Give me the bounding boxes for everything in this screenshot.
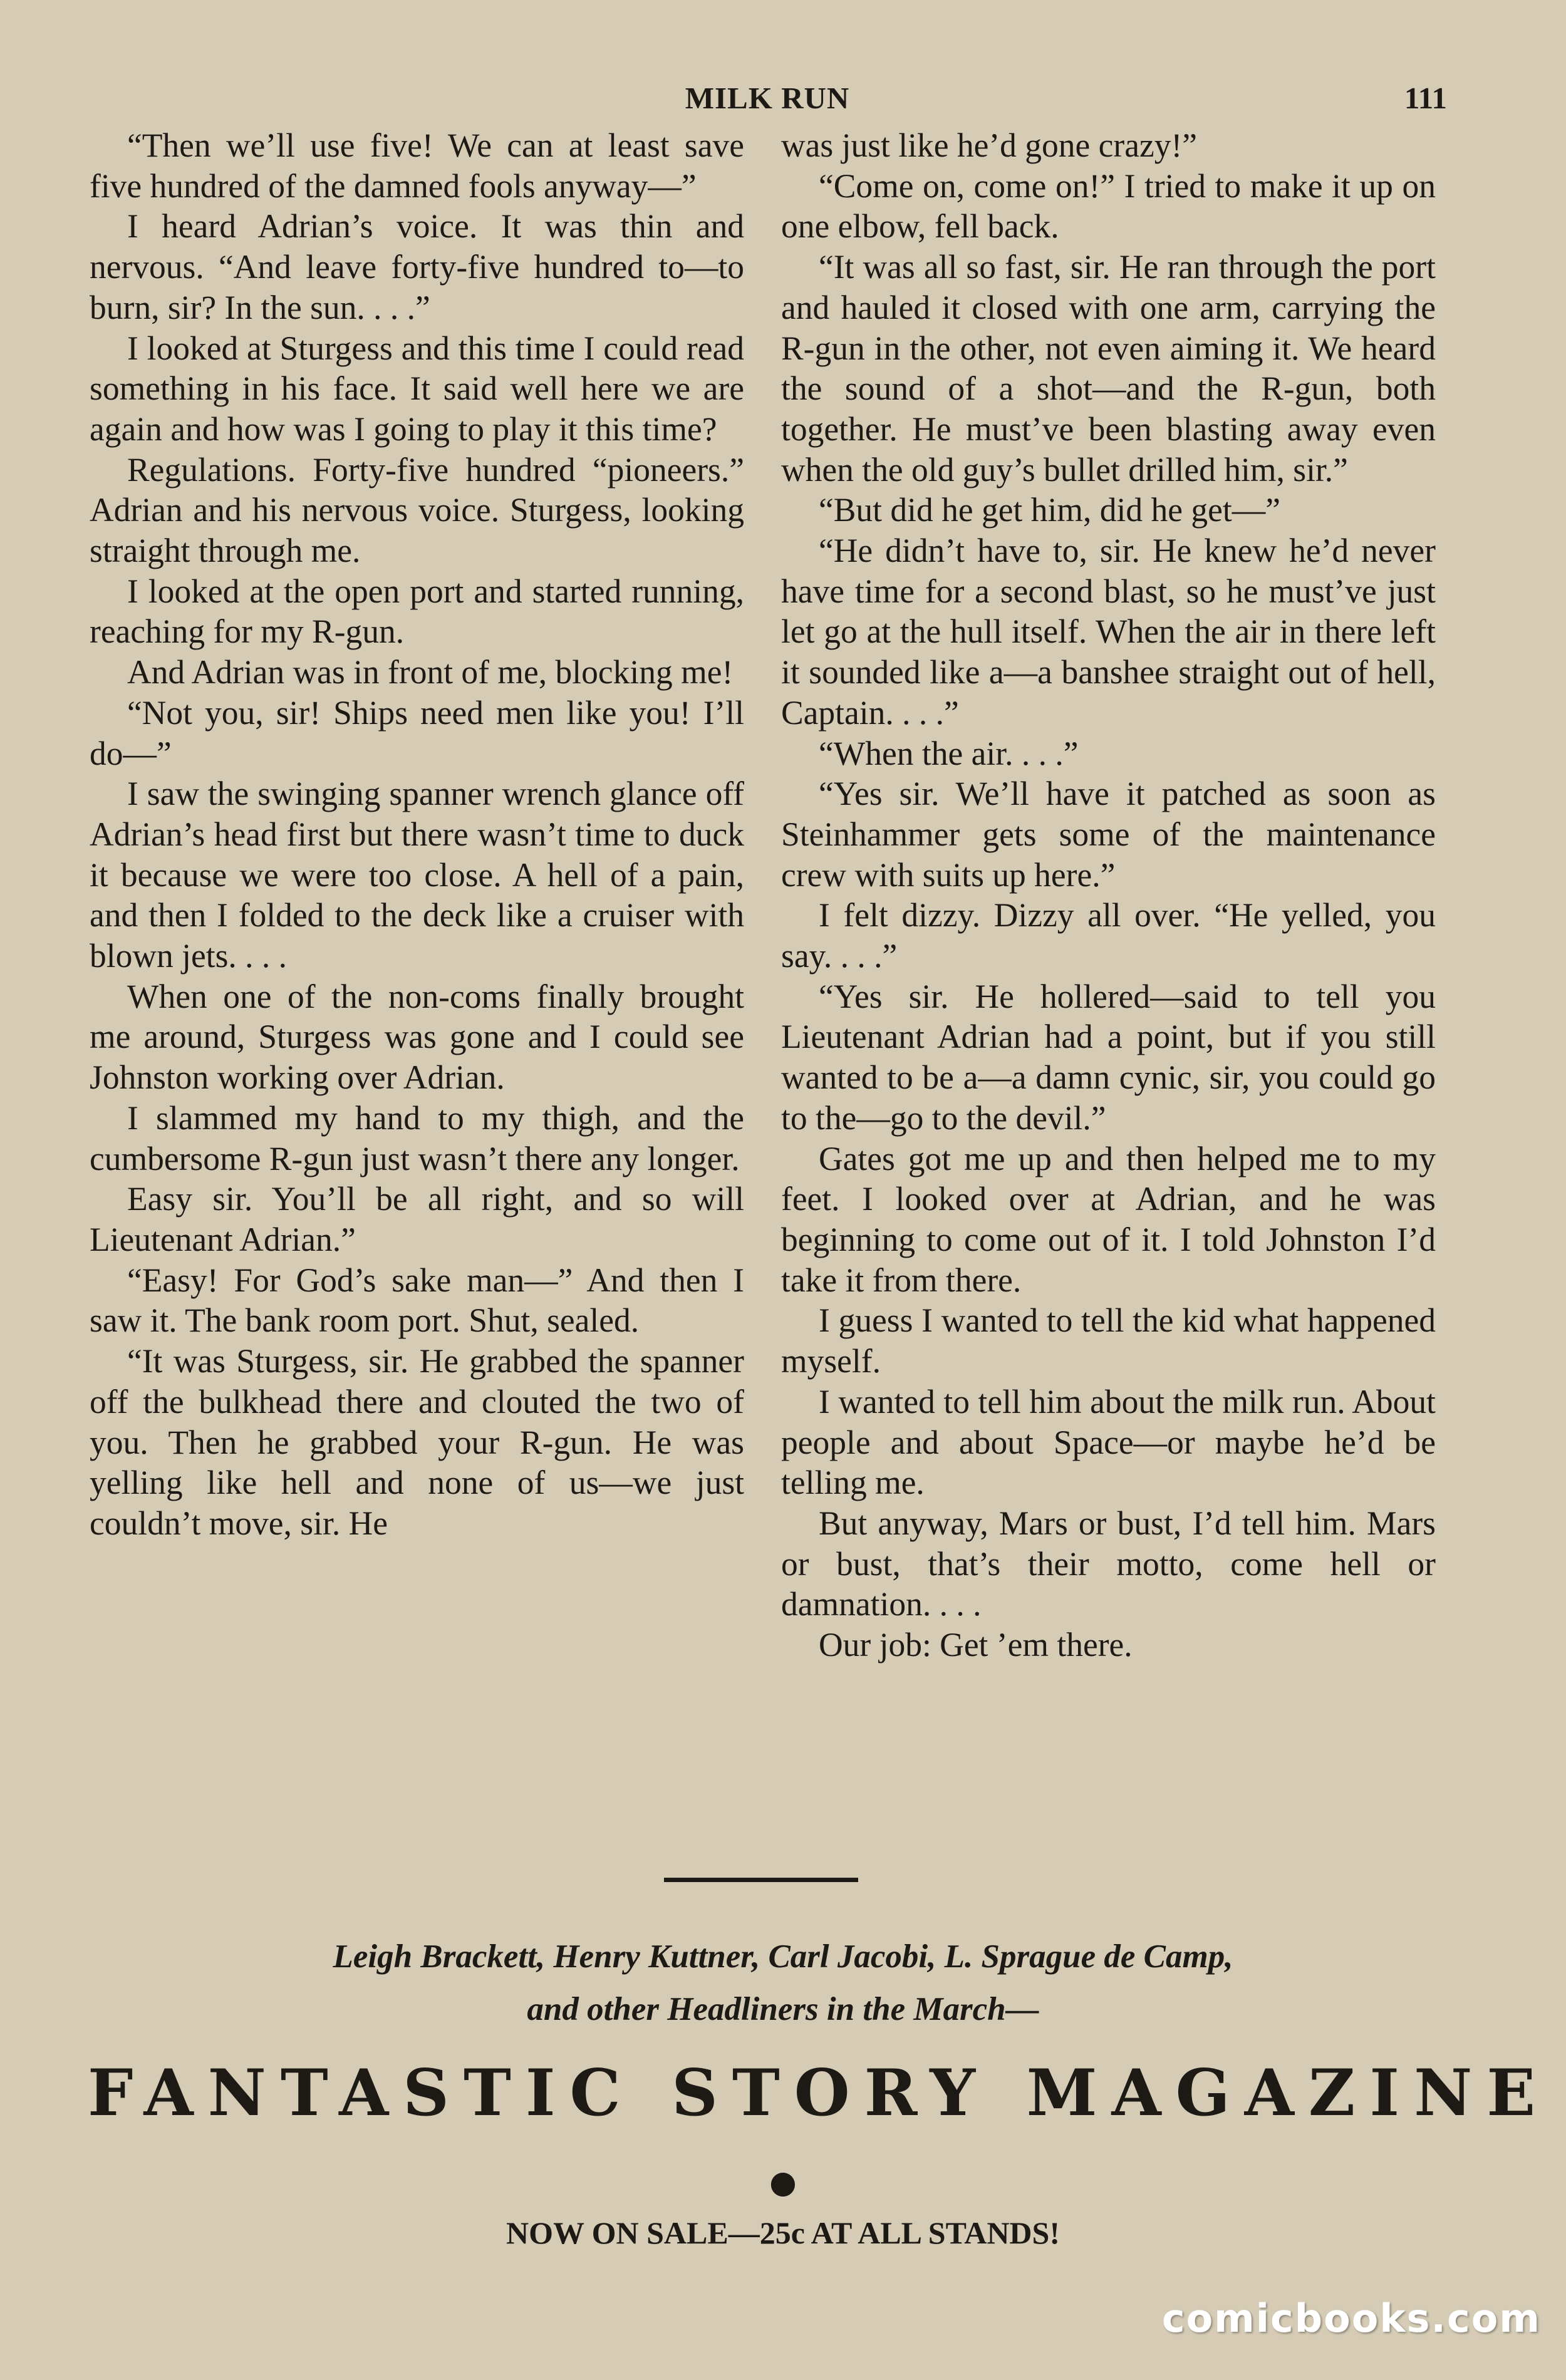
- paragraph: Easy sir. You’ll be all right, and so will Lieutenant Adrian.”: [90, 1180, 744, 1258]
- paragraph: But anyway, Mars or bust, I’d tell him. Mars or bust, that’s their motto, come hell or damnation. . . .: [781, 1504, 1436, 1623]
- story-title: MILK RUN: [685, 81, 850, 115]
- paragraph: I looked at the open port and started running, reaching for my R-gun.: [90, 572, 744, 651]
- paragraph: I guess I wanted to tell the kid what happened myself.: [781, 1301, 1436, 1380]
- paragraph: “It was Sturgess, sir. He grabbed the spanner off the bulkhead there and clouted the two of you. Then he grabbed your R-gun. He was yelling like hell and none of us—we just couldn’t move, sir. He: [90, 1342, 744, 1542]
- ad-authors-line: Leigh Brackett, Henry Kuttner, Carl Jacobi, L. Sprague de Camp,: [333, 1938, 1233, 1975]
- paragraph: “Come on, come on!” I tried to make it up on one elbow, fell back.: [781, 167, 1436, 246]
- paragraph: “Yes sir. We’ll have it patched as soon as Steinhammer gets some of the maintenance crew with suits up here.”: [781, 775, 1436, 894]
- paragraph: I felt dizzy. Dizzy all over. “He yelled, you say. . . .”: [781, 896, 1436, 975]
- paragraph: I saw the swinging spanner wrench glance off Adrian’s head first but there wasn’t time to duck it because we were too close. A hell of a pain, and then I folded to the deck like a cruiser with blown jets. . . .: [90, 775, 744, 975]
- paragraph: And Adrian was in front of me, blocking me!: [127, 653, 734, 691]
- running-head: [88, 80, 1447, 124]
- left-column: [90, 125, 744, 1544]
- paragraph: “But did he get him, did he get—”: [819, 491, 1280, 529]
- paragraph: “Then we’ll use five! We can at least save five hundred of the damned fools anyway—”: [90, 127, 744, 205]
- paragraph: “It was all so fast, sir. He ran through the port and hauled it closed with one arm, carrying the R-gun in the other, not even aiming it. We heard the sound of a shot—and the R-gun, both together. He must’ve been blasting away even when the old guy’s bullet drilled him, sir.”: [781, 248, 1436, 489]
- paragraph: When one of the non-coms finally brought me around, Sturgess was gone and I could see Johnston working over Adrian.: [90, 977, 744, 1097]
- paragraph: Gates got me up and then helped me to my feet. I looked over at Adrian, and he was beginning to come out of it. I told Johnston I’d take it from there.: [781, 1139, 1436, 1299]
- ad-authors: [88, 1930, 1478, 2036]
- paragraph: “Yes sir. He hollered—said to tell you Lieutenant Adrian had a point, but if you still wanted to be a—a damn cynic, sir, you could go to the—go to the devil.”: [781, 977, 1436, 1137]
- paragraph: “Easy! For God’s sake man—” And then I saw it. The bank room port. Shut, sealed.: [90, 1261, 744, 1340]
- paragraph: I heard Adrian’s voice. It was thin and nervous. “And leave forty-five hundred to—to burn, sir? In the sun. . . .”: [90, 207, 744, 326]
- paragraph: “He didn’t have to, sir. He knew he’d never have time for a second blast, so he must’ve just let go at the hull itself. When the air in there left it sounded like a—a banshee straight out of hell, Captain. . . .”: [781, 532, 1436, 732]
- ad-sale-line: NOW ON SALE—25c AT ALL STANDS!: [506, 2215, 1060, 2250]
- right-column: [781, 125, 1436, 1665]
- paragraph: I wanted to tell him about the milk run. About people and about Space—or maybe he’d be telling me.: [781, 1382, 1436, 1502]
- watermark: comicbooks.com: [1161, 2295, 1541, 2341]
- paragraph-continuation: was just like he’d gone crazy!”: [781, 127, 1198, 164]
- bullet-icon: ●: [769, 2164, 797, 2200]
- paragraph: “When the air. . . .”: [819, 734, 1079, 772]
- paragraph: Regulations. Forty-five hundred “pioneers.” Adrian and his nervous voice. Sturgess, looking straight through me.: [90, 450, 744, 570]
- ad-authors-line: and other Headliners in the March—: [527, 1991, 1039, 2027]
- paragraph: “Not you, sir! Ships need men like you! I’ll do—”: [90, 693, 744, 772]
- section-divider: [664, 1878, 858, 1882]
- ad-magazine-title: FANTASTIC STORY MAGAZINE: [88, 2056, 1550, 2131]
- page-number: 111: [1404, 81, 1447, 115]
- paragraph: I slammed my hand to my thigh, and the cumbersome R-gun just wasn’t there any longer.: [90, 1099, 744, 1177]
- paragraph: I looked at Sturgess and this time I could read something in his face. It said well here we are again and how was I going to play it this time?: [90, 329, 744, 448]
- paragraph: Our job: Get ’em there.: [819, 1626, 1133, 1664]
